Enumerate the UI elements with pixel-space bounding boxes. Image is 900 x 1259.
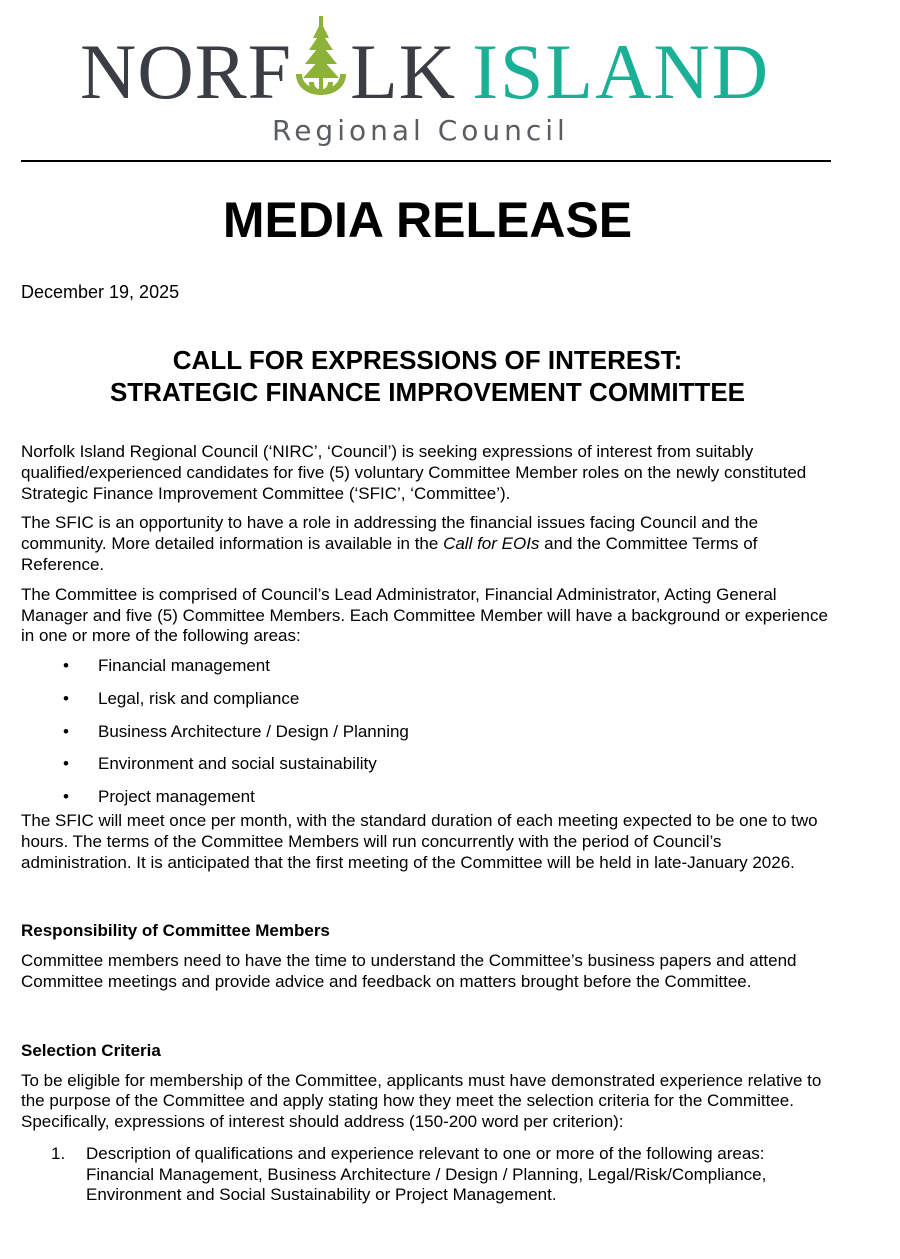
call-for-eois-reference: Call for EOIs [443,534,540,554]
logo-text-lk: LK [350,28,457,115]
headline-line-2: STRATEGIC FINANCE IMPROVEMENT COMMITTEE [109,377,746,407]
selection-criteria-heading: Selection Criteria [21,1040,161,1060]
norfolk-pine-icon [292,32,350,112]
logo-text-norf: NORF [80,28,293,115]
release-body [21,442,836,1206]
criteria-list [21,1144,836,1206]
bullet-icon: • [63,786,69,806]
council-logo [0,0,900,160]
criterion-text: Description of qualifications and experience relevant to one or more of the following areas: Financial Management, Business Architecture / Design / Planning, Legal/Risk/Compliance, Environment and Social Sustainability or Project Management. [86,1143,767,1205]
experience-areas-list [21,656,836,811]
opportunity-paragraph [21,513,836,575]
logo-text-island: ISLAND [472,28,771,115]
list-item [21,1144,836,1206]
list-item: • Legal, risk and compliance [63,688,300,708]
selection-criteria-paragraph: To be eligible for membership of the Committee, applicants must have demonstrated experience relative to the purpose of the Committee and apply stating how they meet the selection criteria for the Committee. Specifically, expressions of interest should address (150-200 word per criterion): [21,1070,822,1132]
logo-subtitle: Regional Council [272,114,569,147]
headline-line-1: CALL FOR EXPRESSIONS OF INTEREST: [172,345,683,375]
responsibility-paragraph: Committee members need to have the time to understand the Committee’s business papers and attend Committee meetings and provide advice and feedback on matters brought before the Committee. [21,951,797,991]
list-item: • Business Architecture / Design / Planning [63,721,409,741]
bullet-icon: • [63,721,69,741]
bullet-icon: • [63,754,69,774]
responsibility-heading: Responsibility of Committee Members [21,921,330,941]
intro-paragraph: Norfolk Island Regional Council (‘NIRC’, ‘Council’) is seeking expressions of interest from suitably qualified/experienced candidates for five (5) voluntary Committee Member roles on the newly constituted Strategic Finance Improvement Committee (‘SFIC’, ‘Committee’). [21,442,807,503]
meeting-schedule-paragraph: The SFIC will meet once per month, with the standard duration of each meeting expected to be one to two hours. The terms of the Committee Members will run concurrently with the period of Council’s administration. It is anticipated that the first meeting of the Committee will be held in late-January 2026. [21,810,818,872]
logo-wordmark [80,28,780,115]
list-item: • Financial management [63,656,270,676]
list-item: • Project management [63,786,255,806]
page-title: MEDIA RELEASE [222,192,633,248]
header-divider [21,160,831,162]
opportunity-text-2: and the Committee Terms of Reference. [21,534,758,574]
opportunity-text-1: The SFIC is an opportunity to have a role in addressing the financial issues facing Council and the community. More detailed information is available in the [21,513,759,554]
release-date: December 19, 2025 [21,282,180,302]
release-headline [0,344,855,408]
bullet-icon: • [63,688,69,708]
list-item: • Environment and social sustainability [63,754,377,774]
composition-paragraph: The Committee is comprised of Council’s Lead Administrator, Financial Administrator, Acting General Manager and five (5) Committee Members. Each Committee Member will have a background or experience in one or more of the following areas: [21,584,828,646]
bullet-icon: • [63,656,69,676]
list-number: 1. [51,1143,66,1163]
